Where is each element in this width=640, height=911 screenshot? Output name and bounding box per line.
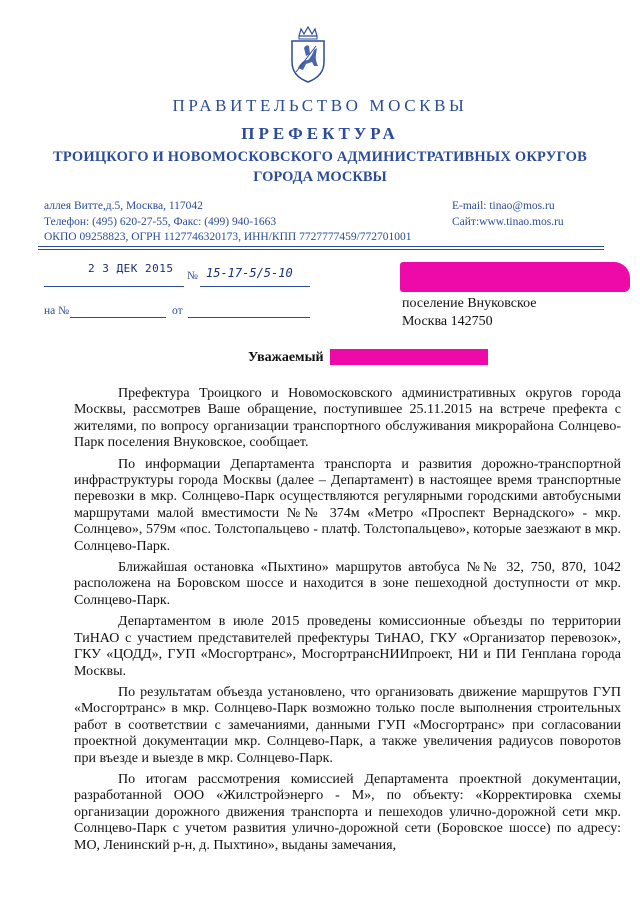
paragraph-1: Префектура Троицкого и Новомосковского административных округов города Москвы, рассмотрев Ваше обращение, поступившее 25.11.2015 на встрече префекта с жителями, по вопросу организации транспортного обслуживания микрорайона Солнцево-Парк поселения Внуковское, сообщает.: [74, 386, 621, 451]
prefecture-title: ПРЕФЕКТУРА: [241, 124, 399, 143]
recipient-line-1: поселение Внуковское: [402, 296, 537, 311]
redacted-greeting-name: [330, 349, 488, 365]
header-divider: [38, 246, 604, 247]
email-line[interactable]: E-mail: tinao@mos.ru: [452, 200, 555, 212]
paragraph-5: По результатам объезда установлено, что организовать движение маршрутов ГУП «Мосгортранс» в мкр. Солнцево-Парк возможно только после выполнения строительных работ в соответствии с замечаниями, данными ГУП «Мосгортранс» при согласовании проектной документации мкр. Солнцево-Парк, а также увеличения радиусов поворотов при въезде и выезде в мкр. Солнцево-Парк.: [74, 684, 621, 766]
paragraph-6: По итогам рассмотрения комиссией Департамента проектной документации, разработанной ООО «Жилстройэнерго - М», по объекту: «Корректировка схемы организации дорожного движения транспорта и пешеходов улично-дорожной сети мкр. Солнцево-Парк с учетом развития улично-дорожной сети (Боровское шоссе) по адресу: МО, Ленинский р-н, д. Пыхтино», выданы замечания,: [74, 771, 621, 853]
reply-number-field: [70, 305, 166, 318]
redacted-recipient-name: [400, 262, 630, 292]
districts-title: ТРОИЦКОГО И НОВОМОСКОВСКОГО АДМИНИСТРАТИВНЫХ ОКРУГОВ: [53, 149, 587, 165]
address-line: аллея Витте,д.5, Москва, 117042: [44, 200, 203, 212]
reply-date-field: [188, 305, 310, 318]
website-line[interactable]: Сайт:www.tinao.mos.ru: [452, 216, 564, 228]
number-label: №: [187, 270, 198, 282]
number-handwritten: 15-17-5/5-10: [206, 266, 293, 280]
government-title: ПРАВИТЕЛЬСТВО МОСКВЫ: [172, 96, 468, 115]
date-stamp: 2 3 ДЕК 2015: [88, 262, 174, 275]
reply-to-label: на №: [44, 305, 70, 317]
paragraph-3: Ближайшая остановка «Пыхтино» маршрутов автобуса №№ 32, 750, 870, 1042 расположена на Боровском шоссе и находится в зоне пешеходной доступности от мкр. Солнцево-Парк.: [74, 560, 621, 608]
paragraph-4: Департаментом в июле 2015 проведены комиссионные объезды по территории ТиНАО с участием представителей префектуры ТиНАО, ГКУ «Организатор перевозок», ГКУ «ЦОДД», ГУП «Мосгортранс», МосгортрансНИИпроект, НИ и ПИ Генплана города Москвы.: [74, 614, 621, 679]
letter-body: [74, 386, 621, 854]
header-divider-thin: [38, 249, 604, 250]
greeting: Уважаемый: [248, 350, 324, 365]
moscow-coat-of-arms-icon: [286, 26, 330, 84]
codes-line: ОКПО 09258823, ОГРН 1127746320173, ИНН/КПП 7727777459/772701001: [44, 231, 412, 243]
phones-line: Телефон: (495) 620-27-55, Факс: (499) 940-1663: [44, 216, 277, 228]
paragraph-2: По информации Департамента транспорта и развития дорожно-транспортной инфраструктуры города Москвы (далее – Департамент) в настоящее время транспортные перевозки в мкр. Солнцево-Парк осуществляются регулярными городскими автобусными маршрутами малой вместимости №№ 374м «Метро «Проспект Вернадского» - мкр. Солнцево», 579м «пос. Толстопальцево - платф. Толстопальцево», которые заезжают в мкр. Солнцево-Парк.: [74, 456, 621, 554]
from-label: от: [172, 305, 183, 317]
recipient-line-2: Москва 142750: [402, 314, 493, 329]
city-title: ГОРОДА МОСКВЫ: [253, 169, 387, 185]
